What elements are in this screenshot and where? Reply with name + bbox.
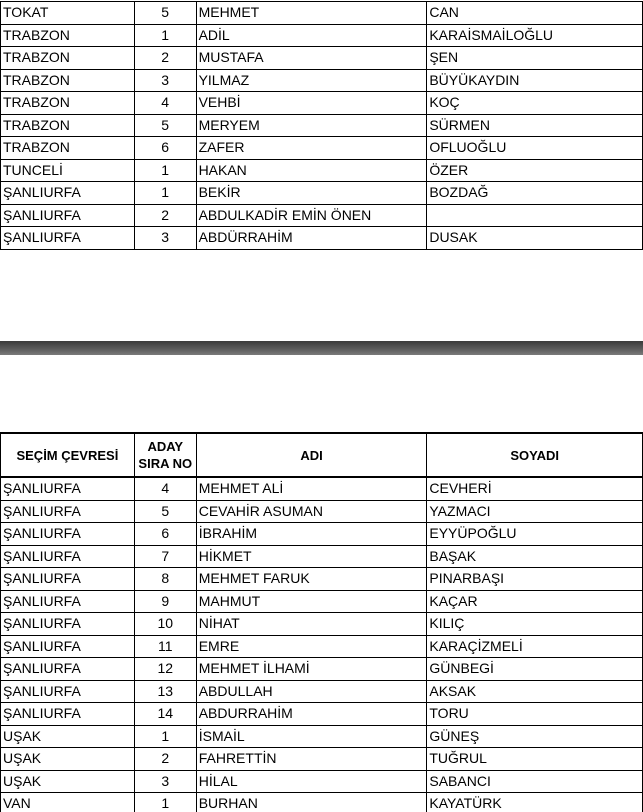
order-no-cell: 5 xyxy=(134,500,196,523)
table-row xyxy=(1,24,643,47)
last-name-cell: CEVHERİ xyxy=(427,477,643,500)
table-row xyxy=(1,500,643,523)
last-name-cell xyxy=(427,204,643,227)
last-name-cell: SABANCI xyxy=(427,770,643,793)
first-name-cell: YILMAZ xyxy=(196,69,427,92)
district-cell: ŞANLIURFA xyxy=(1,500,135,523)
district-cell: ŞANLIURFA xyxy=(1,477,135,500)
district-cell: UŞAK xyxy=(1,748,135,771)
district-cell: ŞANLIURFA xyxy=(1,590,135,613)
last-name-cell: EYYÜPOĞLU xyxy=(427,523,643,546)
order-no-cell: 3 xyxy=(134,770,196,793)
order-no-cell: 1 xyxy=(134,159,196,182)
first-name-cell: MEHMET FARUK xyxy=(196,568,427,591)
last-name-cell: TORU xyxy=(427,703,643,726)
order-no-cell: 4 xyxy=(134,477,196,500)
table-row xyxy=(1,748,643,771)
first-name-cell: HİLAL xyxy=(196,770,427,793)
header-order-no xyxy=(134,433,196,477)
first-name-cell: HAKAN xyxy=(196,159,427,182)
candidate-table-body xyxy=(1,477,643,812)
district-cell: TRABZON xyxy=(1,69,135,92)
order-no-cell: 3 xyxy=(134,69,196,92)
table-row xyxy=(1,47,643,70)
last-name-cell: DUSAK xyxy=(427,227,643,250)
first-name-cell: NİHAT xyxy=(196,613,427,636)
candidate-table-header xyxy=(1,433,643,477)
last-name-cell: GÜNEŞ xyxy=(427,725,643,748)
last-name-cell: BAŞAK xyxy=(427,545,643,568)
table-row xyxy=(1,703,643,726)
district-cell: TRABZON xyxy=(1,92,135,115)
last-name-cell: YAZMACI xyxy=(427,500,643,523)
candidate-table xyxy=(0,432,643,812)
first-name-cell: ABDÜRRAHİM xyxy=(196,227,427,250)
table-row xyxy=(1,568,643,591)
last-name-cell: GÜNBEGİ xyxy=(427,658,643,681)
last-name-cell: KARAÇİZMELİ xyxy=(427,635,643,658)
last-name-cell: SÜRMEN xyxy=(427,114,643,137)
table-row xyxy=(1,159,643,182)
order-no-cell: 9 xyxy=(134,590,196,613)
table-row xyxy=(1,770,643,793)
order-no-cell: 6 xyxy=(134,523,196,546)
first-name-cell: MERYEM xyxy=(196,114,427,137)
table-row xyxy=(1,477,643,500)
last-name-cell: KAÇAR xyxy=(427,590,643,613)
table-row xyxy=(1,658,643,681)
candidate-table-continued xyxy=(0,1,643,250)
first-name-cell: MUSTAFA xyxy=(196,47,427,70)
district-cell: ŞANLIURFA xyxy=(1,523,135,546)
district-cell: ŞANLIURFA xyxy=(1,703,135,726)
district-cell: ŞANLIURFA xyxy=(1,680,135,703)
header-order-no-line1: ADAY xyxy=(147,439,184,454)
district-cell: UŞAK xyxy=(1,725,135,748)
order-no-cell: 5 xyxy=(134,2,196,25)
order-no-cell: 1 xyxy=(134,793,196,812)
order-no-cell: 13 xyxy=(134,680,196,703)
table-row xyxy=(1,680,643,703)
district-cell: ŞANLIURFA xyxy=(1,658,135,681)
first-name-cell: İSMAİL xyxy=(196,725,427,748)
district-cell: UŞAK xyxy=(1,770,135,793)
last-name-cell: KARAİSMAİLOĞLU xyxy=(427,24,643,47)
last-name-cell: CAN xyxy=(427,2,643,25)
table-row xyxy=(1,523,643,546)
header-first-name: ADI xyxy=(196,433,427,477)
order-no-cell: 8 xyxy=(134,568,196,591)
district-cell: ŞANLIURFA xyxy=(1,635,135,658)
order-no-cell: 12 xyxy=(134,658,196,681)
table-row xyxy=(1,69,643,92)
table-row xyxy=(1,635,643,658)
last-name-cell: ÖZER xyxy=(427,159,643,182)
order-no-cell: 2 xyxy=(134,47,196,70)
first-name-cell: ZAFER xyxy=(196,137,427,160)
order-no-cell: 10 xyxy=(134,613,196,636)
district-cell: ŞANLIURFA xyxy=(1,613,135,636)
table-row xyxy=(1,204,643,227)
first-name-cell: BEKİR xyxy=(196,182,427,205)
last-name-cell: OFLUOĞLU xyxy=(427,137,643,160)
table-row xyxy=(1,590,643,613)
order-no-cell: 6 xyxy=(134,137,196,160)
first-name-cell: HİKMET xyxy=(196,545,427,568)
order-no-cell: 14 xyxy=(134,703,196,726)
page-separator xyxy=(0,341,643,355)
order-no-cell: 4 xyxy=(134,92,196,115)
last-name-cell: PINARBAŞI xyxy=(427,568,643,591)
district-cell: ŞANLIURFA xyxy=(1,545,135,568)
last-name-cell: TUĞRUL xyxy=(427,748,643,771)
first-name-cell: CEVAHİR ASUMAN xyxy=(196,500,427,523)
last-name-cell: KAYATÜRK xyxy=(427,793,643,812)
table-row xyxy=(1,92,643,115)
district-cell: ŞANLIURFA xyxy=(1,182,135,205)
table-row xyxy=(1,793,643,812)
header-row xyxy=(1,433,643,477)
first-name-cell: MEHMET xyxy=(196,2,427,25)
order-no-cell: 7 xyxy=(134,545,196,568)
order-no-cell: 1 xyxy=(134,24,196,47)
first-name-cell: İBRAHİM xyxy=(196,523,427,546)
last-name-cell: ŞEN xyxy=(427,47,643,70)
last-name-cell: KOÇ xyxy=(427,92,643,115)
first-name-cell: ABDURRAHİM xyxy=(196,703,427,726)
district-cell: TUNCELİ xyxy=(1,159,135,182)
order-no-cell: 2 xyxy=(134,748,196,771)
district-cell: TRABZON xyxy=(1,114,135,137)
district-cell: VAN xyxy=(1,793,135,812)
district-cell: ŞANLIURFA xyxy=(1,204,135,227)
table-row xyxy=(1,545,643,568)
first-name-cell: MEHMET İLHAMİ xyxy=(196,658,427,681)
table-row xyxy=(1,613,643,636)
table-row xyxy=(1,227,643,250)
district-cell: ŞANLIURFA xyxy=(1,227,135,250)
first-name-cell: ABDULLAH xyxy=(196,680,427,703)
district-cell: TRABZON xyxy=(1,47,135,70)
first-name-cell: MEHMET ALİ xyxy=(196,477,427,500)
table-row xyxy=(1,137,643,160)
order-no-cell: 2 xyxy=(134,204,196,227)
first-name-cell: VEHBİ xyxy=(196,92,427,115)
first-name-cell: FAHRETTİN xyxy=(196,748,427,771)
first-name-cell: BURHAN xyxy=(196,793,427,812)
candidate-table-continued-body xyxy=(1,2,643,250)
table-row xyxy=(1,114,643,137)
table-row xyxy=(1,2,643,25)
district-cell: TRABZON xyxy=(1,24,135,47)
last-name-cell: KILIÇ xyxy=(427,613,643,636)
last-name-cell: AKSAK xyxy=(427,680,643,703)
last-name-cell: BOZDAĞ xyxy=(427,182,643,205)
district-cell: TOKAT xyxy=(1,2,135,25)
first-name-cell: MAHMUT xyxy=(196,590,427,613)
header-order-no-line2: SIRA NO xyxy=(138,456,193,471)
first-name-cell: ADİL xyxy=(196,24,427,47)
first-name-cell: EMRE xyxy=(196,635,427,658)
first-name-cell: ABDULKADİR EMİN ÖNEN xyxy=(196,204,427,227)
order-no-cell: 3 xyxy=(134,227,196,250)
header-last-name: SOYADI xyxy=(427,433,643,477)
last-name-cell: BÜYÜKAYDIN xyxy=(427,69,643,92)
table-row xyxy=(1,725,643,748)
table-row xyxy=(1,182,643,205)
district-cell: TRABZON xyxy=(1,137,135,160)
header-district: SEÇİM ÇEVRESİ xyxy=(1,433,135,477)
order-no-cell: 11 xyxy=(134,635,196,658)
order-no-cell: 1 xyxy=(134,725,196,748)
order-no-cell: 1 xyxy=(134,182,196,205)
district-cell: ŞANLIURFA xyxy=(1,568,135,591)
order-no-cell: 5 xyxy=(134,114,196,137)
